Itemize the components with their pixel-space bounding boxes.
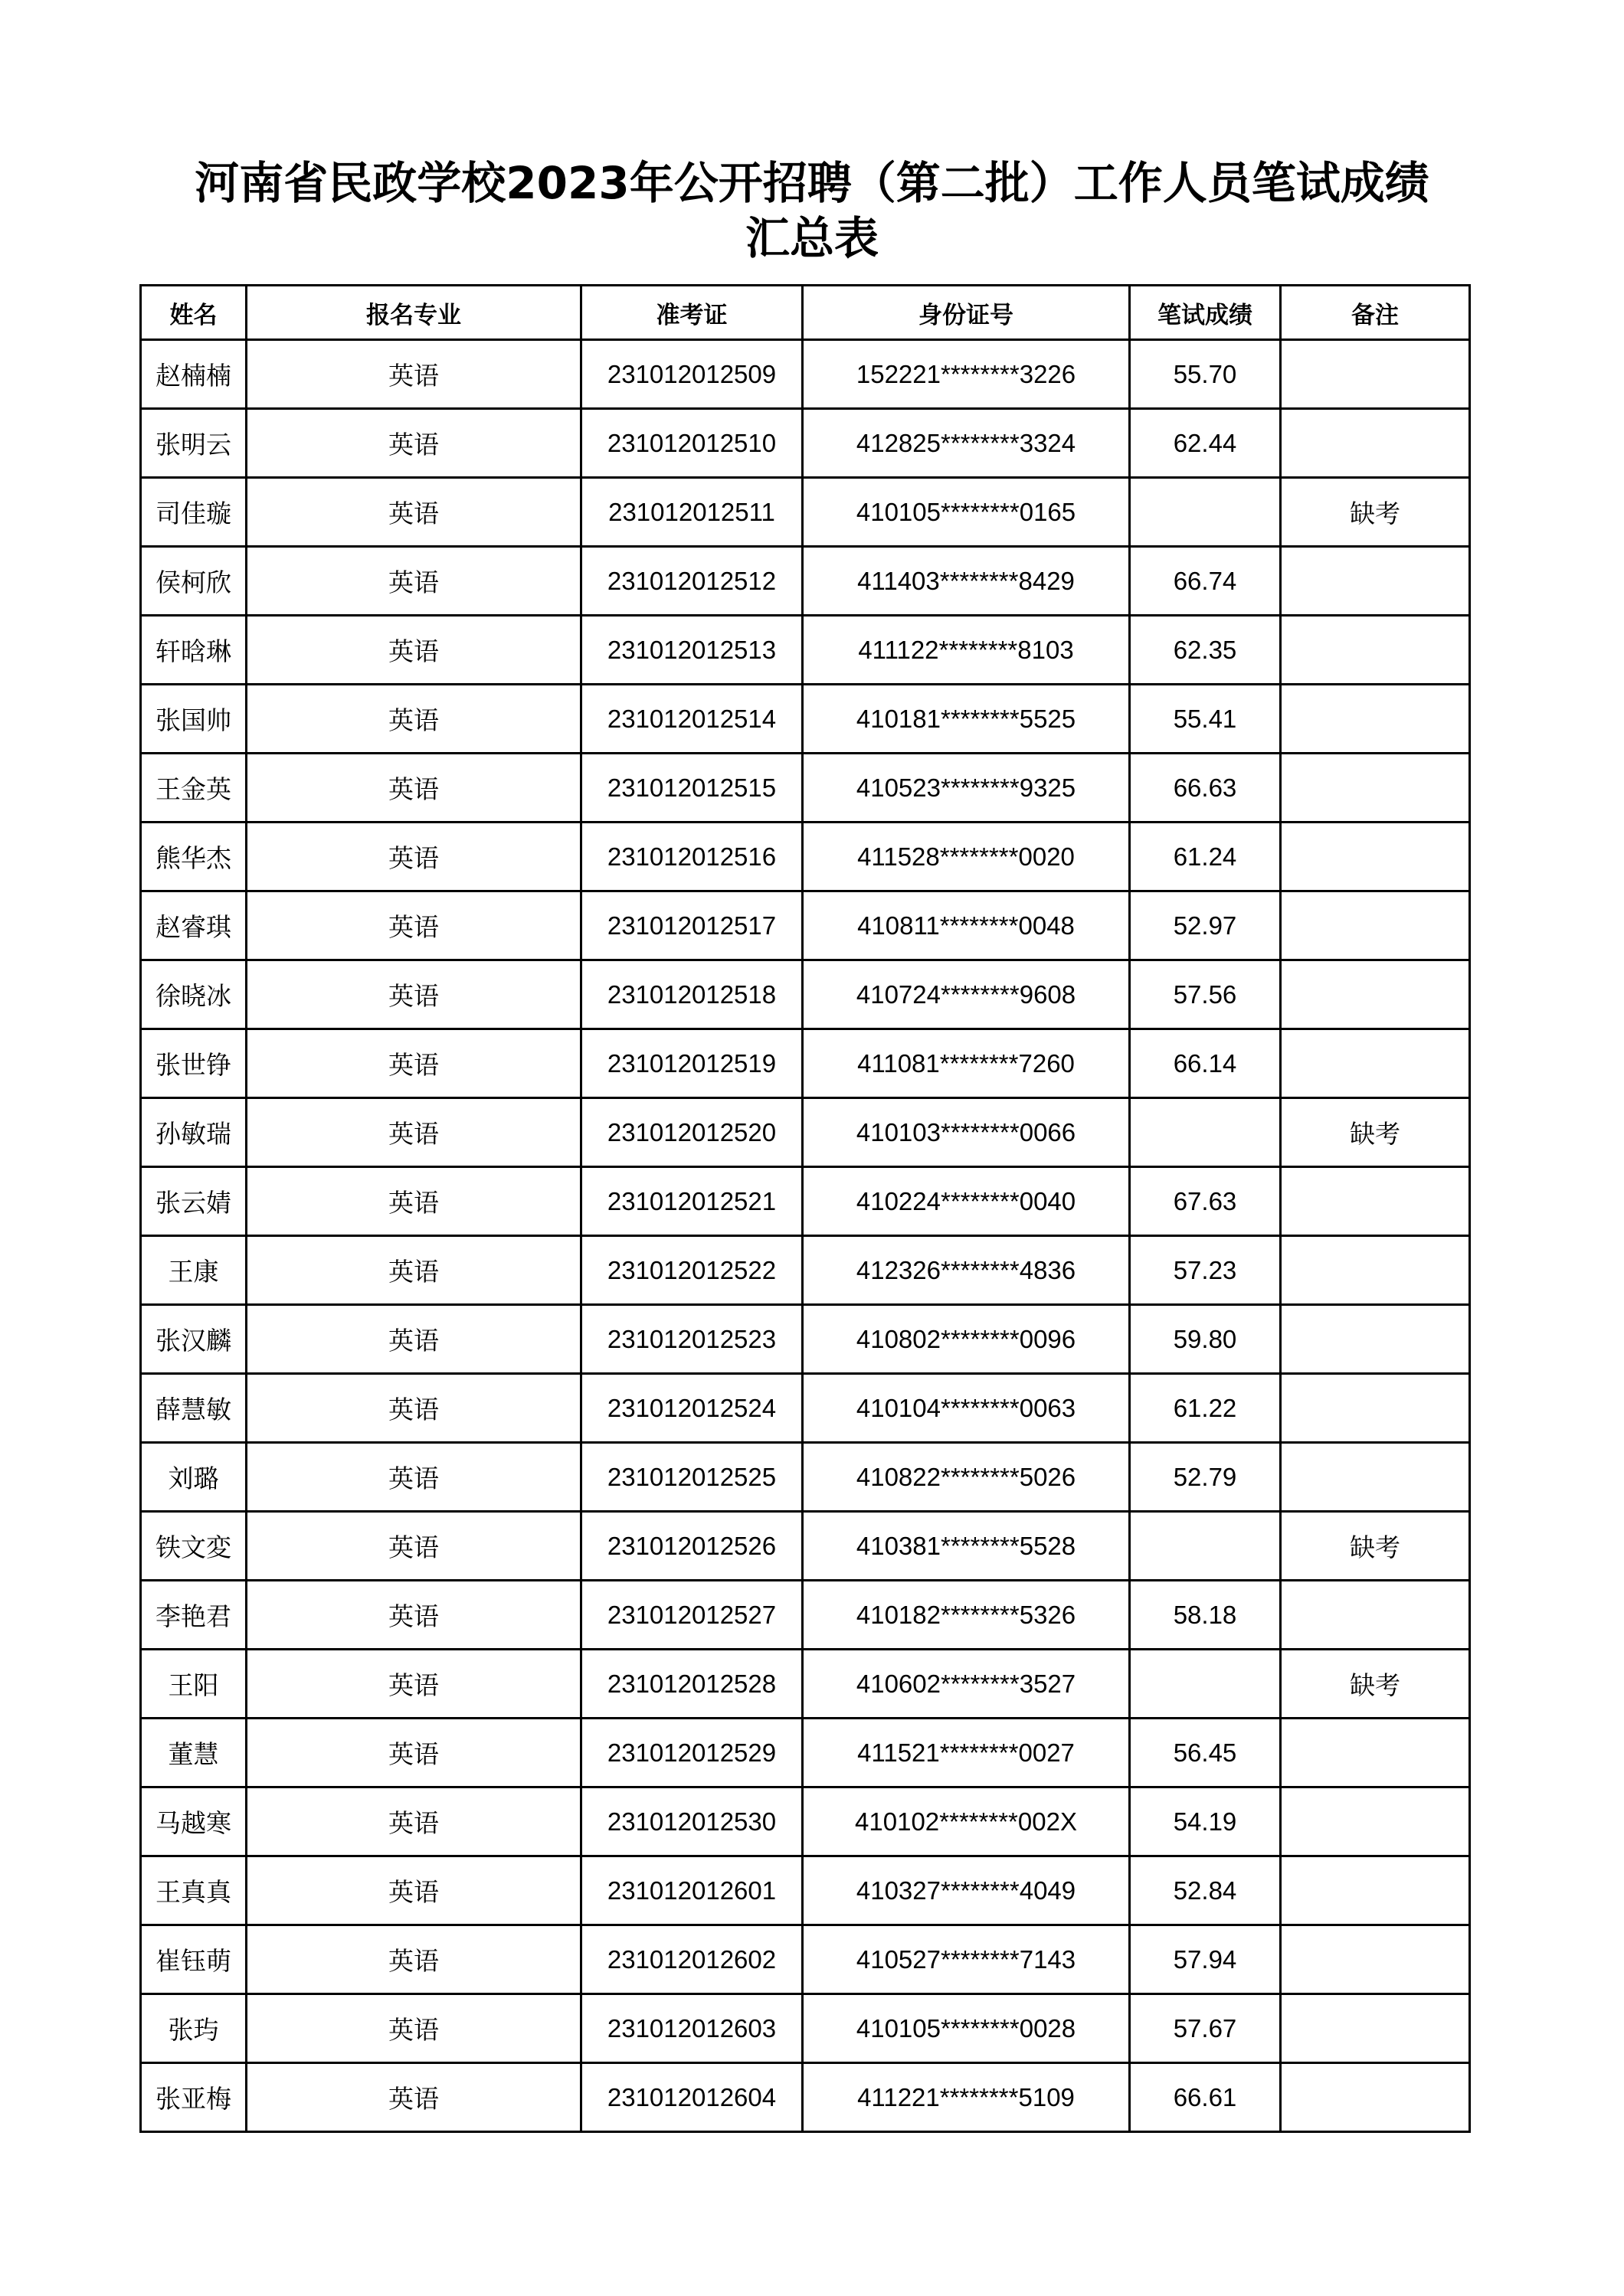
- cell-score: 66.63: [1130, 754, 1281, 823]
- cell-ticket: 231012012509: [581, 340, 803, 409]
- cell-note: [1281, 1029, 1470, 1098]
- cell-id-number: 411081********7260: [803, 1029, 1130, 1098]
- cell-id-number: 411403********8429: [803, 547, 1130, 616]
- cell-id-number: 410102********002X: [803, 1787, 1130, 1856]
- cell-name: 王康: [141, 1236, 247, 1305]
- cell-major: 英语: [247, 1581, 581, 1650]
- table-row: [141, 1305, 1470, 1374]
- cell-major: 英语: [247, 1029, 581, 1098]
- cell-note: [1281, 1581, 1470, 1650]
- cell-note: [1281, 1856, 1470, 1925]
- table-row: [141, 1167, 1470, 1236]
- cell-score: 67.63: [1130, 1167, 1281, 1236]
- cell-ticket: 231012012520: [581, 1098, 803, 1167]
- cell-ticket: 231012012510: [581, 409, 803, 478]
- table-row: [141, 1098, 1470, 1167]
- cell-id-number: 412825********3324: [803, 409, 1130, 478]
- cell-score: 58.18: [1130, 1581, 1281, 1650]
- cell-note: 缺考: [1281, 478, 1470, 547]
- cell-major: 英语: [247, 1719, 581, 1787]
- cell-score: 61.22: [1130, 1374, 1281, 1443]
- cell-score: 66.14: [1130, 1029, 1281, 1098]
- cell-id-number: 410811********0048: [803, 891, 1130, 960]
- cell-ticket: 231012012512: [581, 547, 803, 616]
- cell-ticket: 231012012602: [581, 1925, 803, 1994]
- cell-major: 英语: [247, 685, 581, 754]
- cell-id-number: 411528********0020: [803, 823, 1130, 891]
- cell-name: 铁文変: [141, 1512, 247, 1581]
- cell-ticket: 231012012523: [581, 1305, 803, 1374]
- cell-major: 英语: [247, 1994, 581, 2063]
- cell-note: [1281, 409, 1470, 478]
- cell-note: [1281, 1305, 1470, 1374]
- table-body: [141, 340, 1470, 2132]
- cell-id-number: 410105********0028: [803, 1994, 1130, 2063]
- cell-name: 赵楠楠: [141, 340, 247, 409]
- document-title-line-2: 汇总表: [745, 212, 879, 264]
- cell-id-number: 411122********8103: [803, 616, 1130, 685]
- cell-score: 52.97: [1130, 891, 1281, 960]
- cell-id-number: 410724********9608: [803, 960, 1130, 1029]
- cell-ticket: 231012012525: [581, 1443, 803, 1512]
- cell-score: 57.56: [1130, 960, 1281, 1029]
- cell-note: [1281, 754, 1470, 823]
- cell-name: 刘璐: [141, 1443, 247, 1512]
- cell-major: 英语: [247, 960, 581, 1029]
- cell-score: 55.41: [1130, 685, 1281, 754]
- cell-id-number: 152221********3226: [803, 340, 1130, 409]
- table-row: [141, 340, 1470, 409]
- cell-major: 英语: [247, 891, 581, 960]
- cell-major: 英语: [247, 1098, 581, 1167]
- cell-score: 57.94: [1130, 1925, 1281, 1994]
- cell-score: 61.24: [1130, 823, 1281, 891]
- cell-score: 52.79: [1130, 1443, 1281, 1512]
- cell-score: 62.35: [1130, 616, 1281, 685]
- header-major: 报名专业: [247, 286, 581, 340]
- cell-note: [1281, 685, 1470, 754]
- table-row: [141, 960, 1470, 1029]
- table-row: [141, 754, 1470, 823]
- table-header-row: [141, 286, 1470, 340]
- header-id-number: 身份证号: [803, 286, 1130, 340]
- cell-note: 缺考: [1281, 1512, 1470, 1581]
- cell-score: 62.44: [1130, 409, 1281, 478]
- cell-name: 赵睿琪: [141, 891, 247, 960]
- cell-note: 缺考: [1281, 1650, 1470, 1719]
- cell-ticket: 231012012517: [581, 891, 803, 960]
- cell-ticket: 231012012604: [581, 2063, 803, 2132]
- cell-ticket: 231012012515: [581, 754, 803, 823]
- cell-name: 王真真: [141, 1856, 247, 1925]
- cell-id-number: 410822********5026: [803, 1443, 1130, 1512]
- table-row: [141, 1512, 1470, 1581]
- cell-name: 崔钰萌: [141, 1925, 247, 1994]
- cell-id-number: 410381********5528: [803, 1512, 1130, 1581]
- cell-major: 英语: [247, 547, 581, 616]
- cell-name: 王金英: [141, 754, 247, 823]
- cell-ticket: 231012012601: [581, 1856, 803, 1925]
- cell-note: [1281, 340, 1470, 409]
- cell-score: [1130, 1098, 1281, 1167]
- cell-score: [1130, 1650, 1281, 1719]
- cell-major: 英语: [247, 823, 581, 891]
- cell-score: 52.84: [1130, 1856, 1281, 1925]
- cell-score: 66.61: [1130, 2063, 1281, 2132]
- cell-note: [1281, 1167, 1470, 1236]
- cell-major: 英语: [247, 1650, 581, 1719]
- cell-major: 英语: [247, 1787, 581, 1856]
- cell-ticket: 231012012518: [581, 960, 803, 1029]
- cell-major: 英语: [247, 2063, 581, 2132]
- cell-major: 英语: [247, 1236, 581, 1305]
- cell-major: 英语: [247, 616, 581, 685]
- cell-note: [1281, 1719, 1470, 1787]
- table-row: [141, 478, 1470, 547]
- cell-id-number: 410327********4049: [803, 1856, 1130, 1925]
- table-row: [141, 1029, 1470, 1098]
- cell-id-number: 410105********0165: [803, 478, 1130, 547]
- table-row: [141, 1787, 1470, 1856]
- cell-id-number: 410523********9325: [803, 754, 1130, 823]
- table-row: [141, 616, 1470, 685]
- cell-major: 英语: [247, 1925, 581, 1994]
- table-row: [141, 685, 1470, 754]
- cell-score: 57.23: [1130, 1236, 1281, 1305]
- header-note: 备注: [1281, 286, 1470, 340]
- cell-name: 张玙: [141, 1994, 247, 2063]
- cell-ticket: 231012012511: [581, 478, 803, 547]
- cell-name: 张明云: [141, 409, 247, 478]
- cell-id-number: 410224********0040: [803, 1167, 1130, 1236]
- cell-id-number: 410802********0096: [803, 1305, 1130, 1374]
- cell-ticket: 231012012526: [581, 1512, 803, 1581]
- table-row: [141, 409, 1470, 478]
- table-row: [141, 2063, 1470, 2132]
- cell-id-number: 410181********5525: [803, 685, 1130, 754]
- header-score: 笔试成绩: [1130, 286, 1281, 340]
- cell-id-number: 412326********4836: [803, 1236, 1130, 1305]
- cell-name: 张亚梅: [141, 2063, 247, 2132]
- cell-score: [1130, 478, 1281, 547]
- cell-ticket: 231012012530: [581, 1787, 803, 1856]
- table-row: [141, 1374, 1470, 1443]
- cell-id-number: 410602********3527: [803, 1650, 1130, 1719]
- cell-id-number: 410103********0066: [803, 1098, 1130, 1167]
- table-row: [141, 1581, 1470, 1650]
- cell-name: 薛慧敏: [141, 1374, 247, 1443]
- header-name: 姓名: [141, 286, 247, 340]
- cell-id-number: 410182********5326: [803, 1581, 1130, 1650]
- cell-ticket: 231012012519: [581, 1029, 803, 1098]
- table-row: [141, 1236, 1470, 1305]
- cell-ticket: 231012012524: [581, 1374, 803, 1443]
- cell-score: 59.80: [1130, 1305, 1281, 1374]
- cell-major: 英语: [247, 1856, 581, 1925]
- table-row: [141, 1925, 1470, 1994]
- cell-note: [1281, 1443, 1470, 1512]
- header-ticket: 准考证: [581, 286, 803, 340]
- cell-major: 英语: [247, 1167, 581, 1236]
- cell-note: 缺考: [1281, 1098, 1470, 1167]
- cell-name: 李艳君: [141, 1581, 247, 1650]
- table-row: [141, 1719, 1470, 1787]
- cell-score: 55.70: [1130, 340, 1281, 409]
- cell-name: 张汉麟: [141, 1305, 247, 1374]
- cell-note: [1281, 616, 1470, 685]
- cell-note: [1281, 960, 1470, 1029]
- cell-ticket: 231012012603: [581, 1994, 803, 2063]
- cell-id-number: 411521********0027: [803, 1719, 1130, 1787]
- cell-note: [1281, 1925, 1470, 1994]
- table-row: [141, 1650, 1470, 1719]
- cell-major: 英语: [247, 409, 581, 478]
- cell-major: 英语: [247, 1512, 581, 1581]
- cell-major: 英语: [247, 478, 581, 547]
- table-row: [141, 547, 1470, 616]
- cell-name: 司佳璇: [141, 478, 247, 547]
- cell-name: 张世铮: [141, 1029, 247, 1098]
- table-row: [141, 891, 1470, 960]
- cell-major: 英语: [247, 1305, 581, 1374]
- cell-name: 孙敏瑞: [141, 1098, 247, 1167]
- table-row: [141, 1994, 1470, 2063]
- cell-id-number: 411221********5109: [803, 2063, 1130, 2132]
- cell-ticket: 231012012527: [581, 1581, 803, 1650]
- cell-note: [1281, 1374, 1470, 1443]
- cell-note: [1281, 1787, 1470, 1856]
- cell-name: 马越寒: [141, 1787, 247, 1856]
- cell-name: 董慧: [141, 1719, 247, 1787]
- table-row: [141, 1443, 1470, 1512]
- cell-name: 王阳: [141, 1650, 247, 1719]
- cell-id-number: 410104********0063: [803, 1374, 1130, 1443]
- cell-ticket: 231012012529: [581, 1719, 803, 1787]
- document-title-line-1: 河南省民政学校2023年公开招聘（第二批）工作人员笔试成绩: [195, 157, 1429, 209]
- cell-id-number: 410527********7143: [803, 1925, 1130, 1994]
- cell-ticket: 231012012516: [581, 823, 803, 891]
- cell-ticket: 231012012514: [581, 685, 803, 754]
- cell-name: 张云婧: [141, 1167, 247, 1236]
- cell-note: [1281, 547, 1470, 616]
- cell-name: 熊华杰: [141, 823, 247, 891]
- cell-score: 66.74: [1130, 547, 1281, 616]
- cell-major: 英语: [247, 754, 581, 823]
- cell-score: 57.67: [1130, 1994, 1281, 2063]
- cell-score: 54.19: [1130, 1787, 1281, 1856]
- cell-name: 张国帅: [141, 685, 247, 754]
- cell-note: [1281, 2063, 1470, 2132]
- cell-name: 徐晓冰: [141, 960, 247, 1029]
- table-row: [141, 1856, 1470, 1925]
- cell-note: [1281, 823, 1470, 891]
- cell-name: 轩晗琳: [141, 616, 247, 685]
- cell-major: 英语: [247, 340, 581, 409]
- cell-ticket: 231012012522: [581, 1236, 803, 1305]
- table-row: [141, 823, 1470, 891]
- cell-ticket: 231012012528: [581, 1650, 803, 1719]
- cell-score: 56.45: [1130, 1719, 1281, 1787]
- cell-score: [1130, 1512, 1281, 1581]
- cell-note: [1281, 1994, 1470, 2063]
- cell-major: 英语: [247, 1443, 581, 1512]
- score-table: [139, 284, 1471, 2133]
- cell-note: [1281, 1236, 1470, 1305]
- cell-major: 英语: [247, 1374, 581, 1443]
- cell-ticket: 231012012521: [581, 1167, 803, 1236]
- cell-name: 侯柯欣: [141, 547, 247, 616]
- cell-ticket: 231012012513: [581, 616, 803, 685]
- cell-note: [1281, 891, 1470, 960]
